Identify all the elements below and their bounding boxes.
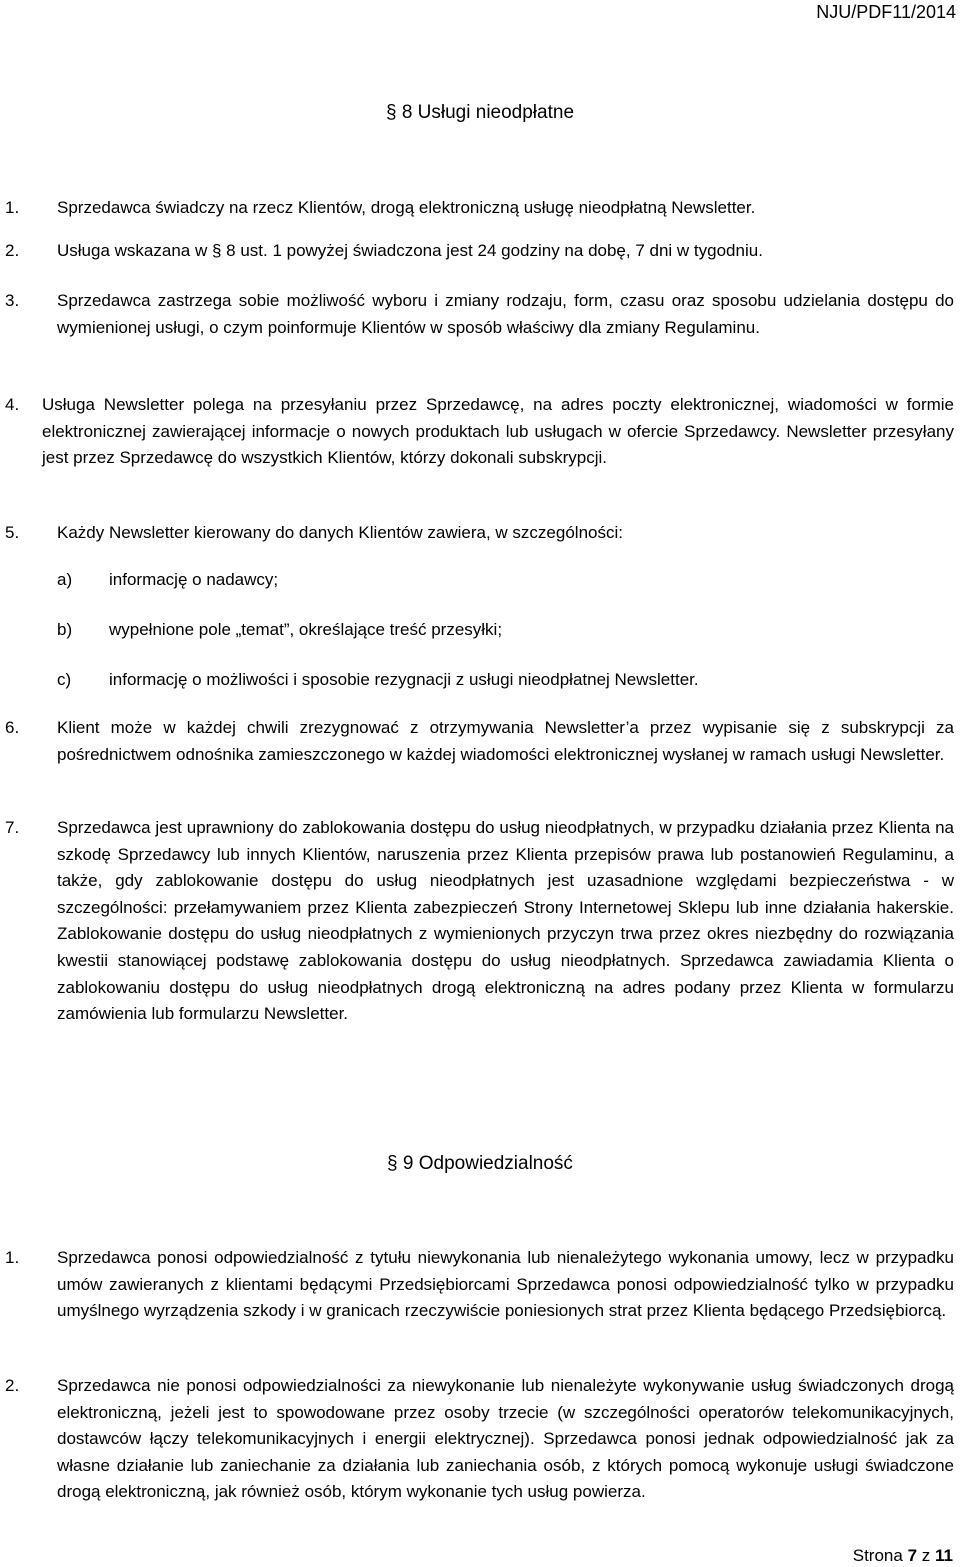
- item-text: Sprzedawca zastrzega sobie możliwość wyboru i zmiany rodzaju, form, czasu oraz sposobu udzielania dostępu do wymienionej usługi, o czym poinformuje Klientów w sposób właściwy dla zmiany Regulaminu.: [57, 291, 954, 337]
- item-text: Klient może w każdej chwili zrezygnować z otrzymywania Newsletter’a przez wypisanie się z subskrypcji za pośrednictwem odnośnika zamieszczonego w każdej wiadomości elektronicznej wysłanej w ramach usługi Newsletter.: [57, 718, 954, 764]
- item-number: 2.: [5, 241, 20, 260]
- sub-item-letter: b): [57, 620, 73, 639]
- item-number: 1.: [5, 1248, 20, 1267]
- item-number: 1.: [5, 198, 20, 217]
- item-text: Sprzedawca ponosi odpowiedzialność z tytułu niewykonania lub nienależytego wykonania umowy, lecz w przypadku umów zawieranych z klientami będącymi Przedsiębiorcami Sprzedawca ponosi odpowiedzialność tylko w przypadku umyślnego wyrządzenia szkody i w granicach rzeczywiście poniesionych strat przez Klienta będącego Przedsiębiorcą.: [57, 1248, 954, 1321]
- item-text: Usługa Newsletter polega na przesyłaniu przez Sprzedawcę, na adres poczty elektronicznej, wiadomości w formie elektronicznej zawierającej informacje o nowych produktach lub usługach w ofercie Sprzedawcy. Newsletter przesyłany jest przez Sprzedawcę do wszystkich Klientów, którzy dokonali subskrypcji.: [42, 395, 954, 468]
- item-text: Sprzedawca jest uprawniony do zablokowania dostępu do usług nieodpłatnych, w przypadku działania przez Klienta na szkodę Sprzedawcy lub innych Klientów, naruszenia przez Klienta przepisów prawa lub postanowień Regulaminu, a także, gdy zablokowanie dostępu do usług nieodpłatnych jest uzasadnione względami bezpieczeństwa - w szczególności: przełamywaniem przez Klienta zabezpieczeń Strony Internetowej Sklepu lub inne działania hakerskie. Zablokowanie dostępu do usług nieodpłatnych z wymienionych przyczyn trwa przez okres niezbędny do rozwiązania kwestii stanowiącej podstawę zablokowania dostępu do usług nieodpłatnych. Sprzedawca zawiadamia Klienta o zablokowaniu dostępu do usług nieodpłatnych drogą elektroniczną na adres podany przez Klienta w formularzu zamówienia lub formularzu Newsletter.: [57, 818, 954, 1024]
- total-pages: 11: [935, 1546, 953, 1565]
- item-number: 7.: [5, 818, 20, 837]
- item-text: Sprzedawca nie ponosi odpowiedzialności za niewykonanie lub nienależyte wykonywanie usług świadczonych drogą elektroniczną, jeżeli jest to spowodowane przez osoby trzecie (w szczególności operatorów telekomunikacyjnych, dostawców łączy telekomunikacyjnych i energii elektrycznej). Sprzedawca ponosi jednak odpowiedzialność jak za własne działanie lub zaniechanie za działania lub zaniechania osób, z których pomocą wykonuje usługi świadczone drogą elektroniczną, jak również osób, którym wykonanie tych usług powierza.: [57, 1376, 954, 1502]
- item-text: Sprzedawca świadczy na rzecz Klientów, drogą elektroniczną usługę nieodpłatną Newsletter.: [57, 198, 756, 217]
- page-footer: [853, 1546, 953, 1566]
- sub-item-text: informację o nadawcy;: [109, 570, 279, 589]
- section-8-title: § 8 Usługi nieodpłatne: [385, 102, 575, 123]
- item-number: 4.: [5, 395, 20, 414]
- item-text: Usługa wskazana w § 8 ust. 1 powyżej świadczona jest 24 godziny na dobę, 7 dni w tygodniu.: [57, 241, 763, 260]
- item-number: 3.: [5, 291, 20, 310]
- item-text: Każdy Newsletter kierowany do danych Klientów zawiera, w szczególności:: [57, 523, 623, 542]
- sub-item-text: informację o możliwości i sposobie rezygnacji z usługi nieodpłatnej Newsletter.: [109, 670, 699, 689]
- sub-item-text: wypełnione pole „temat”, określające treść przesyłki;: [109, 620, 503, 639]
- document-id: NJU/PDF11/2014: [816, 2, 956, 22]
- page-label: Strona: [852, 1546, 903, 1565]
- sub-item-letter: c): [57, 670, 72, 689]
- section-9-title: § 9 Odpowiedzialność: [387, 1153, 573, 1174]
- item-number: 5.: [5, 523, 20, 542]
- page-separator: z: [921, 1546, 931, 1565]
- item-number: 6.: [5, 718, 20, 737]
- sub-item-letter: a): [57, 570, 73, 589]
- item-number: 2.: [5, 1376, 20, 1395]
- current-page: 7: [907, 1546, 918, 1565]
